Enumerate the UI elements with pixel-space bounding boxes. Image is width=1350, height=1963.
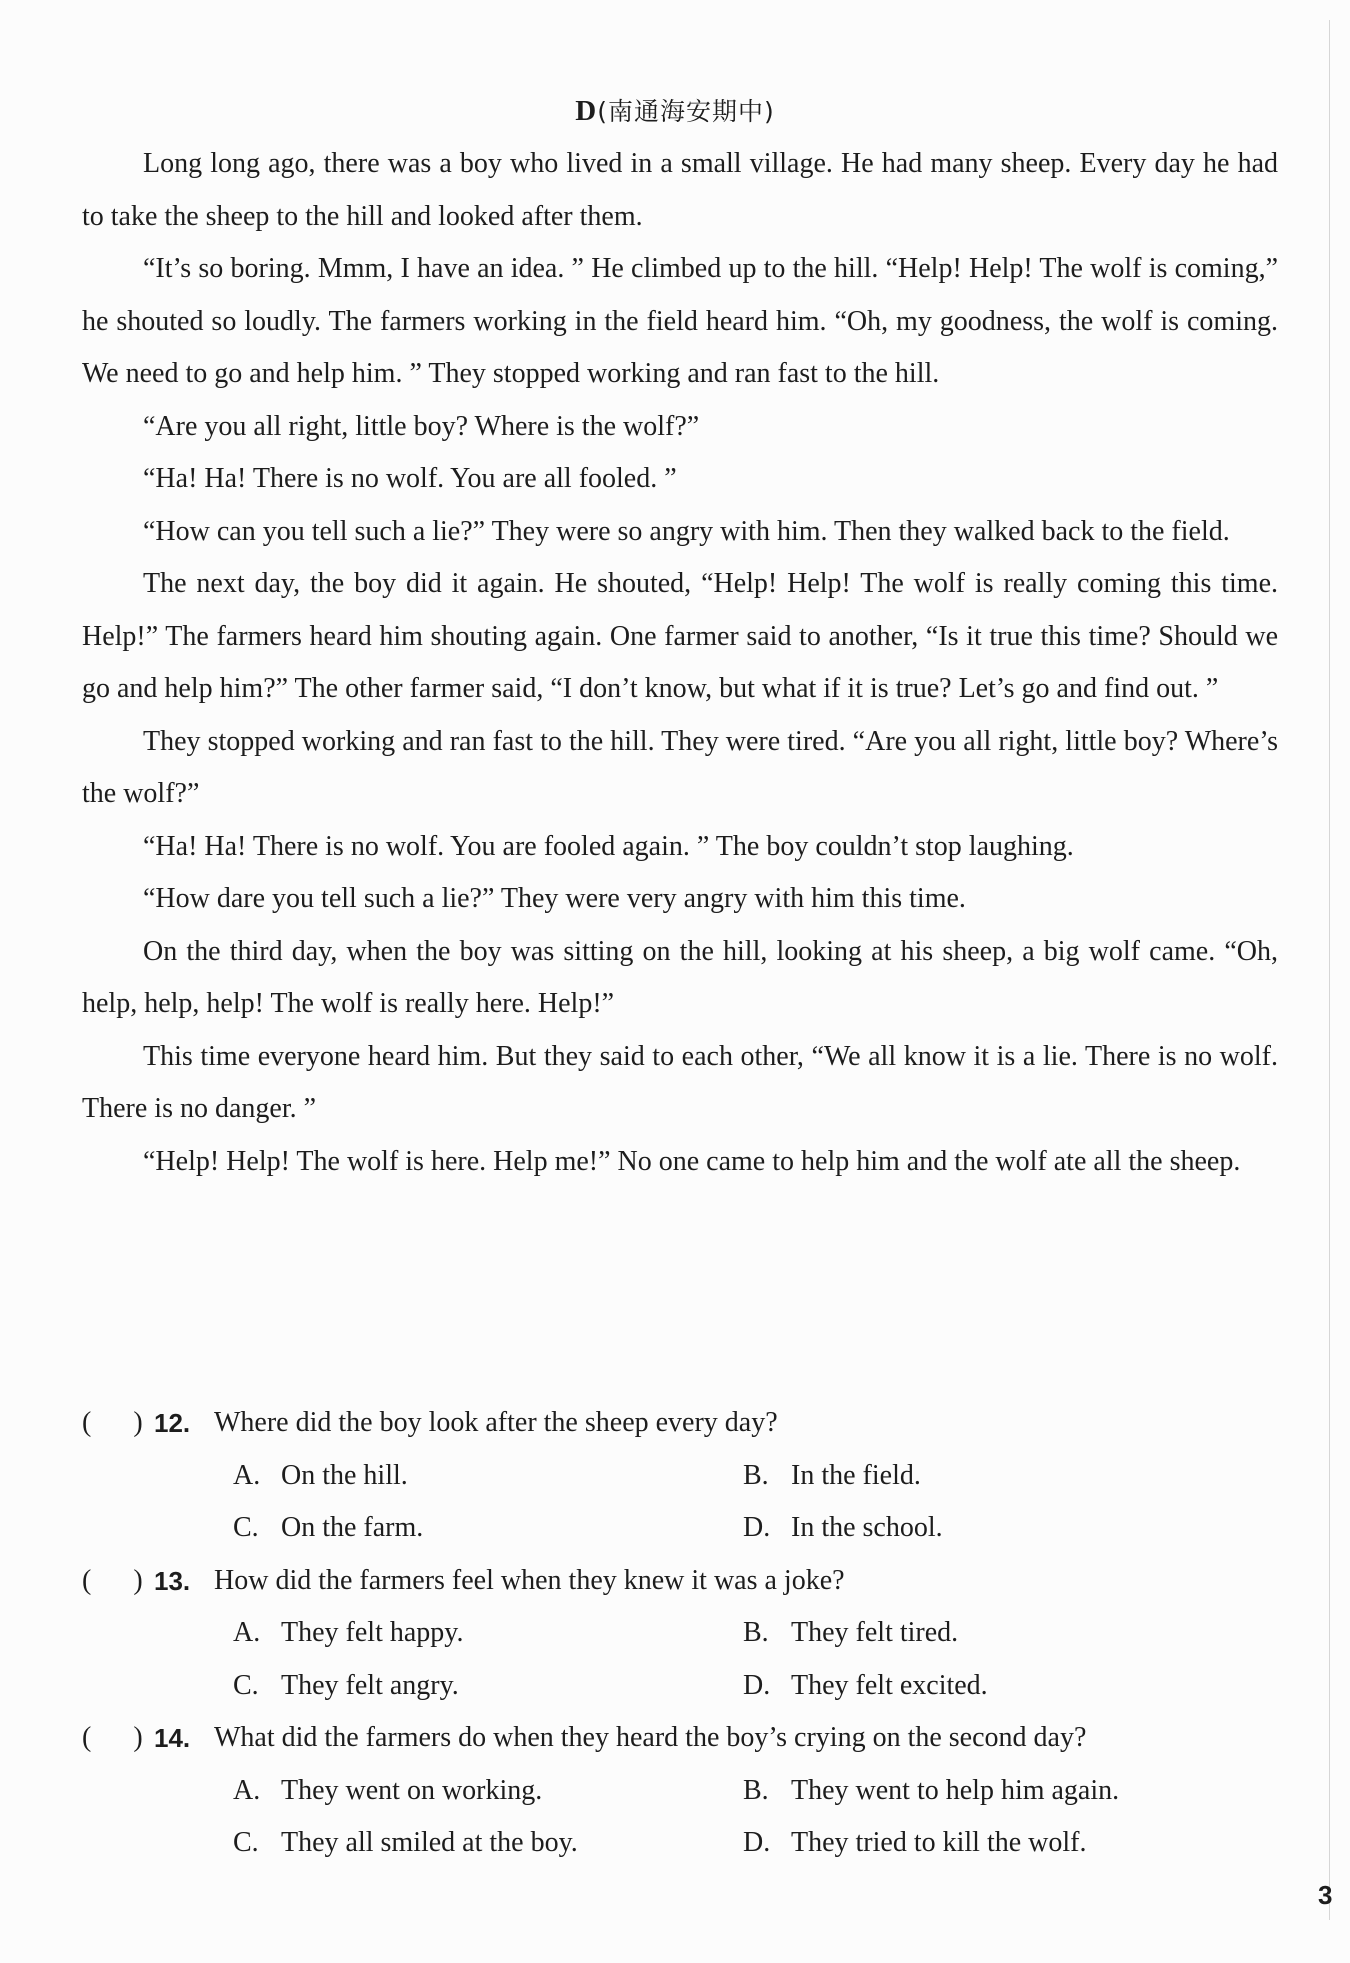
option-a	[233, 1765, 743, 1818]
option-c	[233, 1660, 743, 1713]
close-paren: )	[133, 1564, 143, 1596]
option-text: In the school.	[791, 1512, 943, 1543]
question-14	[82, 1712, 1278, 1765]
option-letter: D.	[743, 1827, 771, 1858]
option-b	[743, 1765, 1253, 1818]
option-letter: D.	[743, 1669, 771, 1701]
option-letter: C.	[233, 1512, 259, 1543]
option-text: In the field.	[791, 1459, 921, 1491]
option-text: They all smiled at the boy.	[281, 1827, 578, 1858]
option-d	[743, 1817, 1253, 1870]
option-b	[743, 1607, 1253, 1660]
answer-blank[interactable]	[82, 1555, 154, 1608]
question-text: What did the farmers do when they heard the boy’s crying on the second day?	[214, 1722, 1087, 1753]
option-letter: A.	[233, 1459, 261, 1491]
passage-paragraph: “Help! Help! The wolf is here. Help me!” No one came to help him and the wolf ate all the sheep.	[143, 1145, 1241, 1177]
option-text: They felt angry.	[281, 1669, 459, 1701]
option-a	[233, 1450, 743, 1503]
options-row	[82, 1450, 1278, 1503]
question-text: Where did the boy look after the sheep every day?	[214, 1407, 778, 1438]
page-number: 3	[1318, 1880, 1333, 1910]
options-row	[82, 1660, 1278, 1713]
option-text: They went on working.	[281, 1774, 543, 1806]
option-text: They felt happy.	[281, 1617, 464, 1648]
option-letter: B.	[743, 1617, 769, 1648]
passage-paragraph: Long long ago, there was a boy who lived in a small village. He had many sheep. Every day he had to take the sheep to the hill and looked after them.	[82, 148, 1278, 232]
option-text: They felt excited.	[791, 1669, 988, 1701]
options-row	[82, 1502, 1278, 1555]
question-list	[82, 1397, 1278, 1870]
close-paren: )	[133, 1722, 143, 1753]
passage-paragraph: This time everyone heard him. But they said to each other, “We all know it is a lie. There is no wolf. There is no danger. ”	[82, 1040, 1278, 1124]
option-text: On the farm.	[281, 1512, 424, 1543]
open-paren: (	[82, 1722, 92, 1753]
option-letter: C.	[233, 1827, 259, 1858]
option-letter: C.	[233, 1669, 259, 1701]
option-a	[233, 1607, 743, 1660]
option-d	[743, 1660, 1253, 1713]
reading-passage	[82, 138, 1278, 1188]
section-source: (南通海安期中)	[597, 97, 775, 126]
passage-paragraph: The next day, the boy did it again. He shouted, “Help! Help! The wolf is really coming this time. Help!” The farmers heard him shouting again. One farmer said to another, “Is it true this time? Should we go and help him?” The other farmer said, “I don’t know, but what if it is true? Let’s go and find out. ”	[82, 568, 1278, 704]
passage-paragraph: “It’s so boring. Mmm, I have an idea. ” He climbed up to the hill. “Help! Help! The wolf is coming,” he shouted so loudly. The farmers working in the field heard him. “Oh, my goodness, the wolf is coming. We need to go and help him. ” They stopped working and ran fast to the hill.	[82, 253, 1278, 389]
option-c	[233, 1502, 743, 1555]
passage-paragraph: “Ha! Ha! There is no wolf. You are fooled again. ” The boy couldn’t stop laughing.	[143, 830, 1074, 862]
question-text: How did the farmers feel when they knew it was a joke?	[214, 1564, 845, 1596]
option-d	[743, 1502, 1253, 1555]
option-letter: B.	[743, 1774, 769, 1806]
answer-blank[interactable]	[82, 1712, 154, 1765]
options-row	[82, 1765, 1278, 1818]
passage-paragraph: “How dare you tell such a lie?” They were very angry with him this time.	[143, 883, 966, 914]
answer-blank[interactable]	[82, 1397, 154, 1450]
option-letter: A.	[233, 1774, 261, 1806]
close-paren: )	[133, 1407, 143, 1438]
question-13	[82, 1555, 1278, 1608]
question-number: 12.	[154, 1408, 191, 1438]
option-letter: A.	[233, 1617, 261, 1648]
options-row	[82, 1607, 1278, 1660]
section-title	[0, 92, 1350, 128]
option-c	[233, 1817, 743, 1870]
passage-paragraph: “How can you tell such a lie?” They were so angry with him. Then they walked back to the field.	[143, 515, 1230, 547]
section-letter: D	[575, 95, 598, 127]
open-paren: (	[82, 1564, 92, 1596]
option-text: They felt tired.	[791, 1617, 959, 1648]
question-number: 14.	[154, 1723, 191, 1753]
open-paren: (	[82, 1407, 92, 1438]
passage-paragraph: They stopped working and ran fast to the hill. They were tired. “Are you all right, little boy? Where’s the wolf?”	[82, 725, 1278, 809]
option-text: They tried to kill the wolf.	[791, 1827, 1087, 1858]
passage-paragraph: “Are you all right, little boy? Where is the wolf?”	[143, 410, 700, 442]
question-12	[82, 1397, 1278, 1450]
passage-paragraph: “Ha! Ha! There is no wolf. You are all fooled. ”	[143, 463, 677, 494]
option-letter: B.	[743, 1459, 769, 1491]
question-number: 13.	[154, 1565, 191, 1596]
option-b	[743, 1450, 1253, 1503]
options-row	[82, 1817, 1278, 1870]
option-text: On the hill.	[281, 1459, 408, 1491]
option-text: They went to help him again.	[791, 1774, 1120, 1806]
passage-paragraph: On the third day, when the boy was sitting on the hill, looking at his sheep, a big wolf came. “Oh, help, help, help! The wolf is really here. Help!”	[82, 935, 1278, 1019]
option-letter: D.	[743, 1512, 771, 1543]
page-edge-rule	[1329, 20, 1330, 1920]
